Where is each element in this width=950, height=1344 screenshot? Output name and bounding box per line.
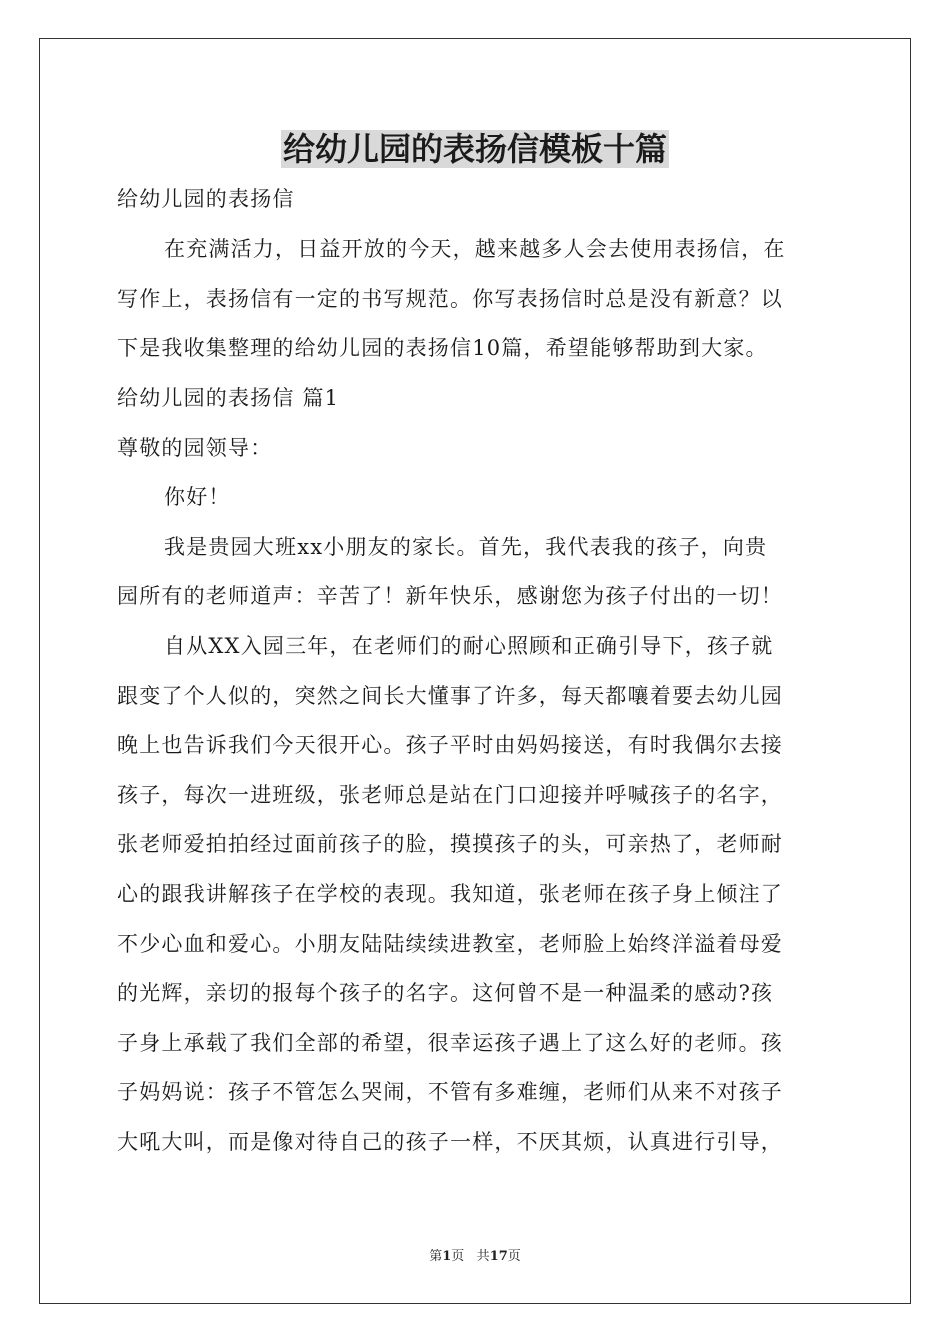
paragraph-line: 子妈妈说：孩子不管怎么哭闹，不管有多难缠，老师们从来不对孩子 <box>117 1080 783 1104</box>
paragraph-line: 我是贵园大班xx小朋友的家长。首先，我代表我的孩子，向贵 <box>164 535 768 559</box>
page-suffix: 页 <box>451 1249 465 1264</box>
paragraph-line: 在充满活力，日益开放的今天，越来越多人会去使用表扬信，在 <box>164 237 786 261</box>
paragraph-line: 写作上，表扬信有一定的书写规范。你写表扬信时总是没有新意？以 <box>117 287 783 311</box>
section-heading: 给幼儿园的表扬信 篇1 <box>117 386 340 410</box>
paragraph-line: 园所有的老师道声：辛苦了！新年快乐，感谢您为孩子付出的一切！ <box>117 584 783 608</box>
paragraph-line: 心的跟我讲解孩子在学校的表现。我知道，张老师在孩子身上倾注了 <box>117 882 783 906</box>
document-title <box>0 126 950 172</box>
page-footer <box>0 1248 950 1266</box>
paragraph-line: 晚上也告诉我们今天很开心。孩子平时由妈妈接送，有时我偶尔去接 <box>117 733 783 757</box>
page-current: 1 <box>442 1249 452 1264</box>
paragraph-line: 子身上承载了我们全部的希望，很幸运孩子遇上了这么好的老师。孩 <box>117 1031 783 1055</box>
document-title-text: 给幼儿园的表扬信模板十篇 <box>282 130 667 168</box>
paragraph-line: 张老师爱拍拍经过面前孩子的脸，摸摸孩子的头，可亲热了，老师耐 <box>117 832 783 856</box>
paragraph-line: 跟变了个人似的，突然之间长大懂事了许多，每天都嚷着要去幼儿园 <box>117 684 783 708</box>
page-total: 17 <box>489 1249 508 1264</box>
paragraph-line: 大吼大叫，而是像对待自己的孩子一样，不厌其烦，认真进行引导， <box>117 1130 783 1154</box>
paragraph-line: 下是我收集整理的给幼儿园的表扬信10篇，希望能够帮助到大家。 <box>117 336 768 360</box>
paragraph-line: 不少心血和爱心。小朋友陆陆续续进教室，老师脸上始终洋溢着母爱 <box>117 932 783 956</box>
paragraph-line: 的光辉，亲切的报每个孩子的名字。这何曾不是一种温柔的感动?孩 <box>117 981 774 1005</box>
page-prefix: 第 <box>429 1249 443 1264</box>
greeting-line: 你好！ <box>164 485 231 509</box>
paragraph-line: 孩子，每次一进班级，张老师总是站在门口迎接并呼喊孩子的名字， <box>117 783 783 807</box>
total-suffix: 页 <box>507 1249 521 1264</box>
paragraph-line: 自从XX入园三年，在老师们的耐心照顾和正确引导下，孩子就 <box>164 634 774 658</box>
subtitle-line: 给幼儿园的表扬信 <box>117 187 295 211</box>
page-frame <box>39 38 911 1304</box>
total-prefix: 共 <box>476 1249 490 1264</box>
salutation-line: 尊敬的园领导： <box>117 436 273 460</box>
